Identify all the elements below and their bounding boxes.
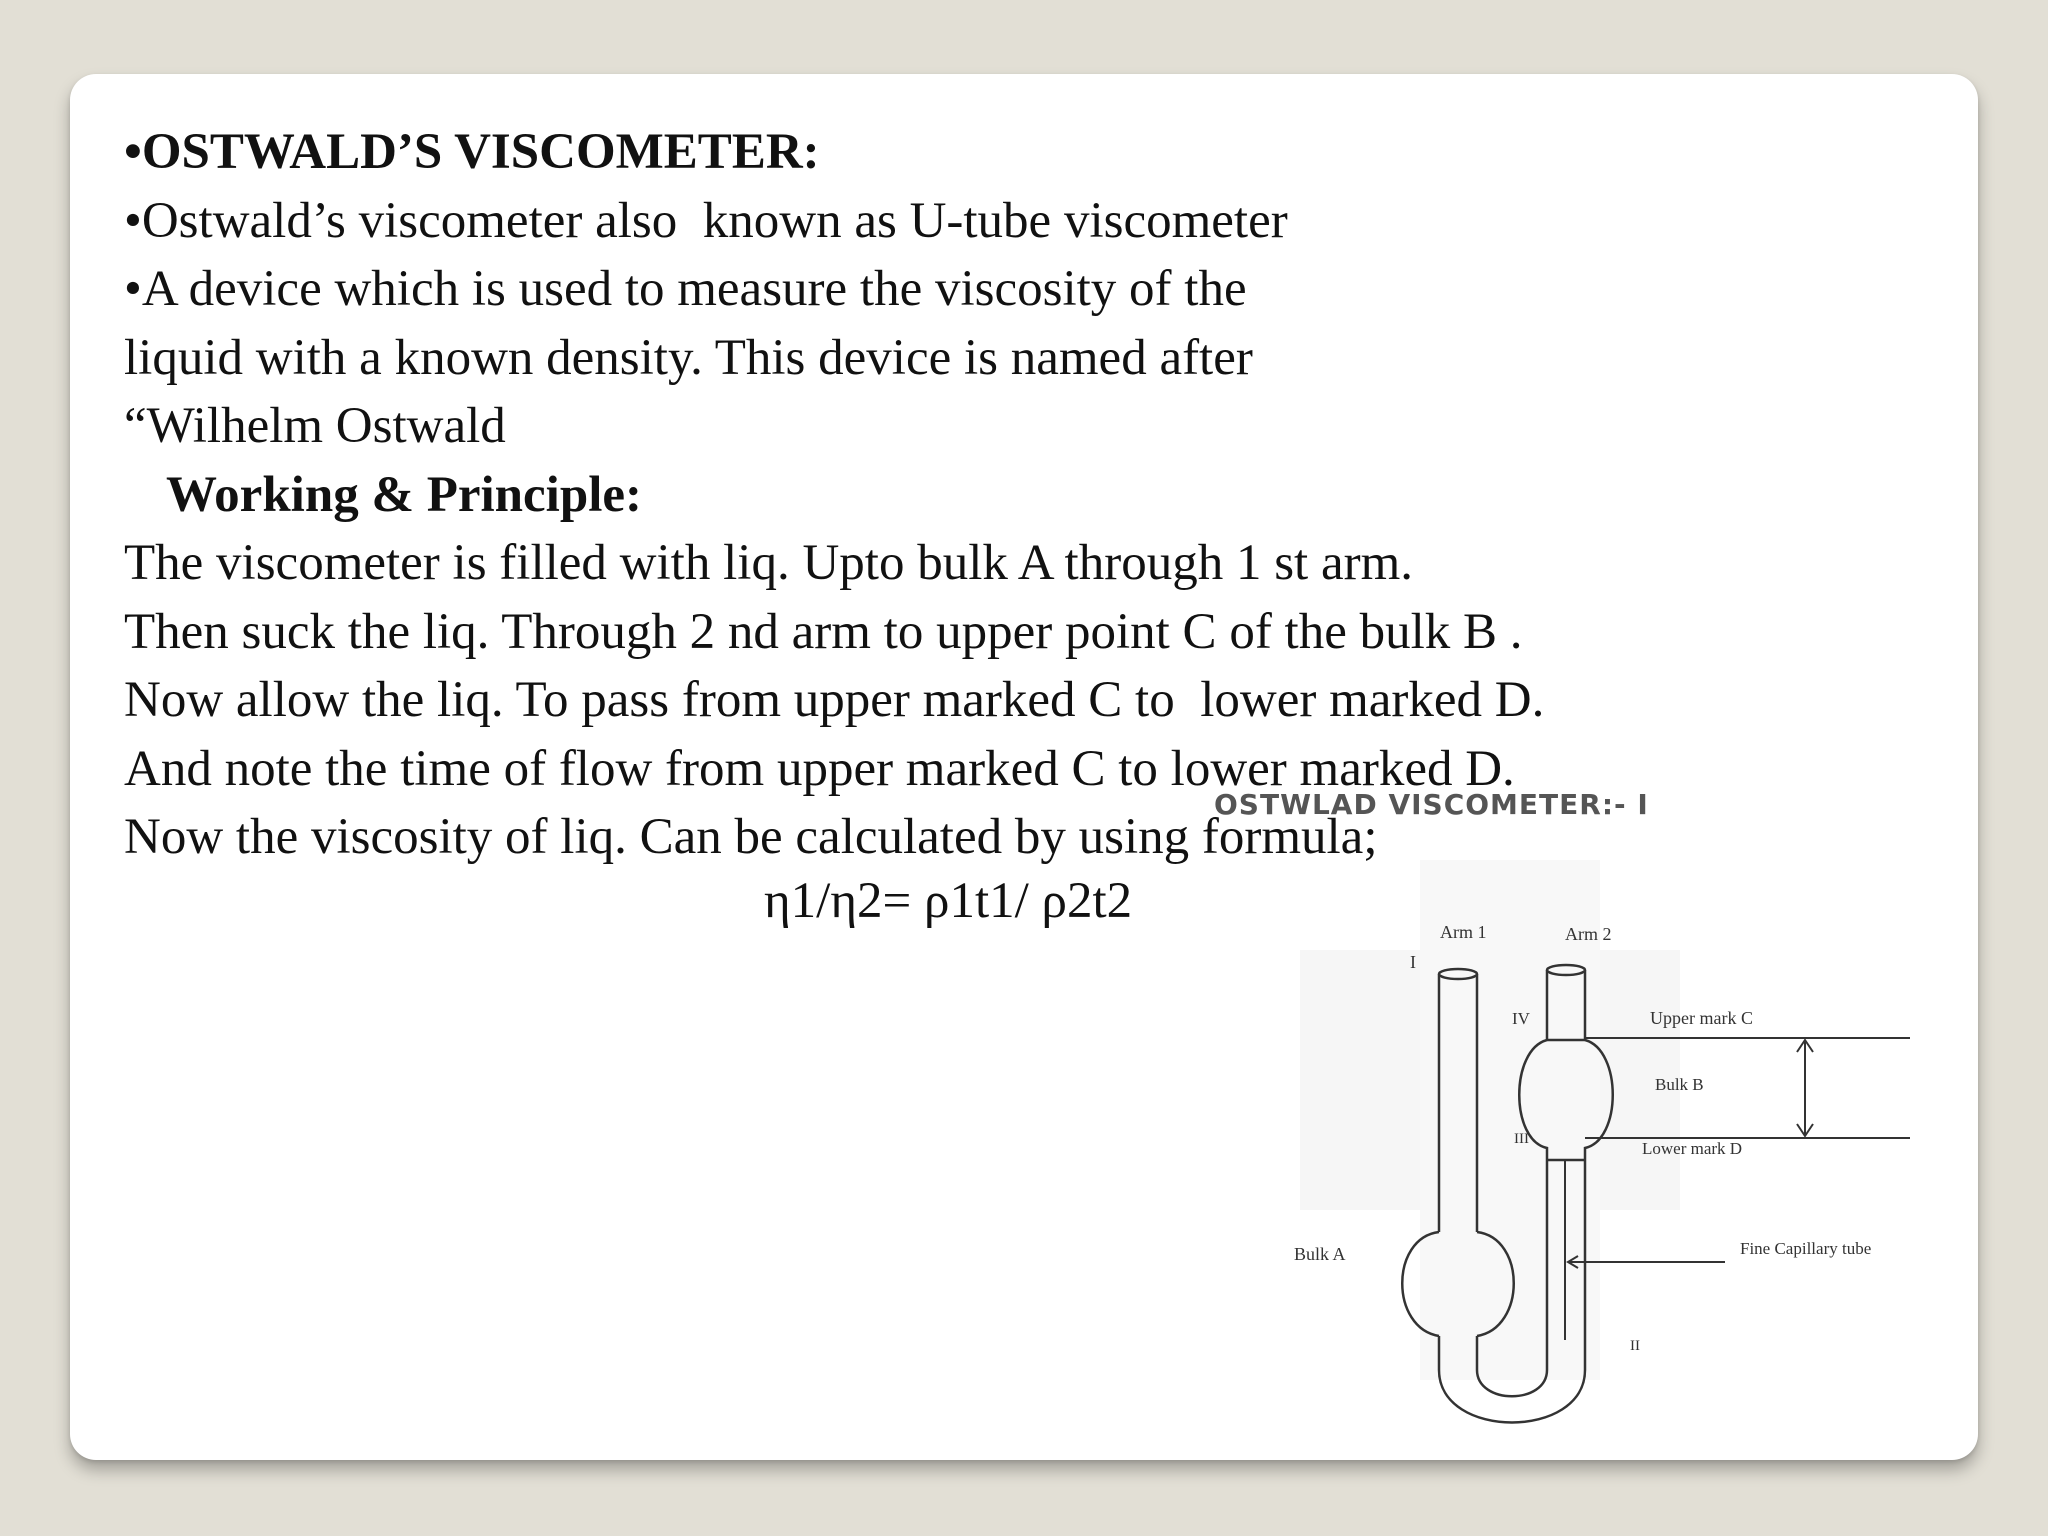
viscometer-diagram — [1210, 780, 1910, 1440]
bullet-definition-line-3: “Wilhelm Ostwald — [124, 398, 506, 454]
procedure-line-4: And note the time of flow from upper marked C to lower marked D. — [124, 740, 1515, 797]
capillary-label: Fine Capillary tube — [1740, 1239, 1872, 1258]
roman-i-label: I — [1410, 952, 1416, 972]
viscosity-formula: η1/η2= ρ1t1/ ρ2t2 — [764, 873, 1133, 929]
bullet-definition-line-2: liquid with a known density. This device is named after — [124, 329, 1253, 386]
procedure-line-2: Then suck the liq. Through 2 nd arm to upper point C of the bulk B . — [124, 603, 1523, 660]
roman-iii-label: III — [1514, 1131, 1529, 1147]
arm-1-label: Arm 1 — [1440, 922, 1487, 942]
procedure-line-3: Now allow the liq. To pass from upper marked C to lower marked D. — [124, 672, 1545, 728]
viscometer-svg — [1210, 780, 1910, 1440]
lower-mark-label: Lower mark D — [1642, 1139, 1743, 1158]
bulk-b-label: Bulk B — [1655, 1075, 1704, 1094]
slide-heading: •OSTWALD’S VISCOMETER: — [124, 124, 820, 180]
procedure-line-5: Now the viscosity of liq. Can be calculated by using formula; — [124, 809, 1378, 865]
slide-text — [124, 118, 1824, 872]
procedure-line-1: The viscometer is filled with liq. Upto bulk A through 1 st arm. — [124, 535, 1414, 591]
working-principle-heading: Working & Principle: — [166, 466, 642, 523]
bullet-definition-line-1: •A device which is used to measure the viscosity of the — [124, 261, 1247, 317]
bullet-aka: •Ostwald’s viscometer also known as U-tube viscometer — [124, 192, 1288, 249]
diagram-title: OSTWLAD VISCOMETER:- I — [1214, 788, 1649, 821]
bulk-a-label: Bulk A — [1294, 1244, 1346, 1264]
upper-mark-label: Upper mark C — [1650, 1008, 1753, 1028]
roman-iv-label: IV — [1512, 1009, 1530, 1028]
roman-ii-label: II — [1630, 1338, 1640, 1354]
arm-2-label: Arm 2 — [1565, 924, 1612, 944]
